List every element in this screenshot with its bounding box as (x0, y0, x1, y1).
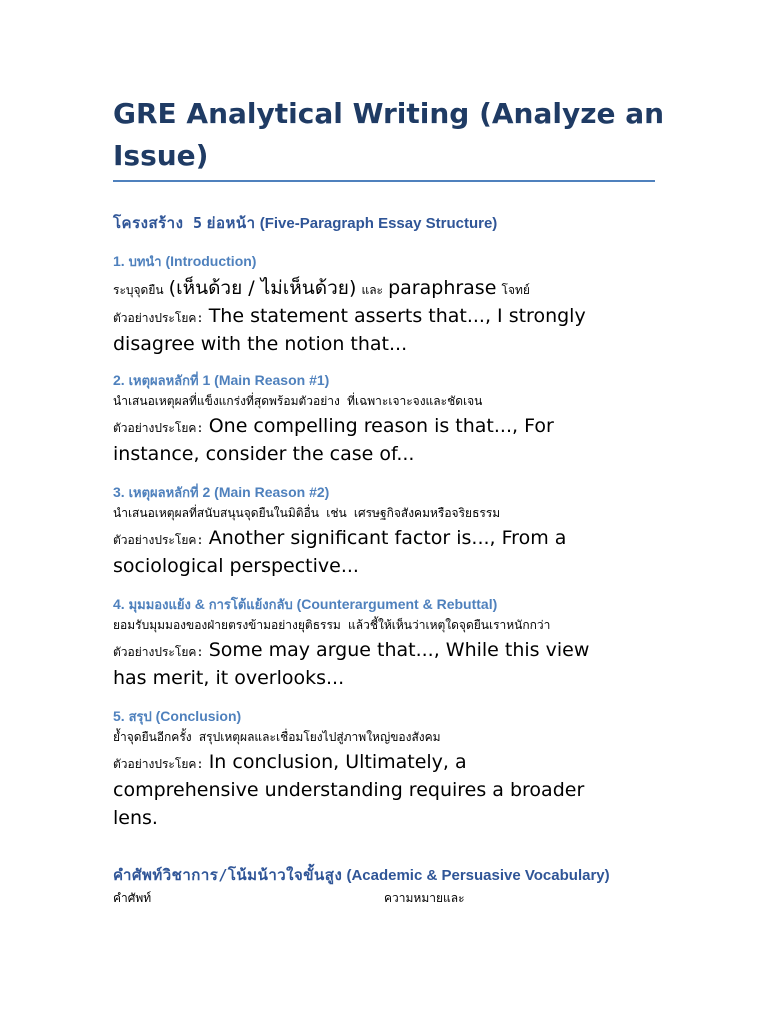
example-text: Some may argue that..., While this view (208, 639, 590, 661)
example-line (113, 524, 658, 552)
section-heading-english: (Academic & Persuasive Vocabulary) (346, 867, 610, 884)
example-text-continued: comprehensive understanding requires a broader (113, 779, 585, 801)
example-label: ตัวอย่างประโยค: (113, 533, 204, 547)
heading-thai-2: การโต้แย้งกลับ (208, 598, 293, 613)
heading-number: 4. (113, 596, 125, 612)
description-line (113, 274, 658, 302)
example-label: ตัวอย่างประโยค: (113, 645, 204, 659)
heading-thai: เหตุผลหลักที่ (128, 374, 199, 389)
example-line (113, 748, 658, 776)
example-text-continued: disagree with the notion that... (113, 333, 408, 355)
heading-number: 3. (113, 484, 125, 500)
title-line-1: GRE Analytical Writing (Analyze an (113, 97, 665, 130)
example-line (113, 302, 658, 330)
heading-english: (Main Reason #1) (214, 372, 330, 388)
paragraph-heading-main-reason-1 (113, 370, 658, 392)
example-text: The statement asserts that..., I strongly (208, 305, 586, 327)
desc-part: (เห็นด้วย / ไม่เห็นด้วย) (168, 277, 357, 299)
section-heading-thai-2: ย่อหน้า (206, 214, 256, 232)
example-text-continued: has merit, it overlooks... (113, 667, 345, 689)
example-line (113, 636, 658, 664)
example-line (113, 412, 658, 440)
example-text-continued: sociological perspective... (113, 555, 359, 577)
heading-number: 2. (113, 372, 125, 388)
heading-english: (Main Reason #2) (214, 484, 330, 500)
example-text: In conclusion, Ultimately, a (208, 751, 467, 773)
example-label: ตัวอย่างประโยค: (113, 311, 204, 325)
section-heading-thai: โครงสร้าง 5 (113, 214, 203, 232)
paragraph-body-main-reason-2 (113, 502, 658, 580)
example-text-continued-2: lens. (113, 807, 158, 829)
description-line: ย้ำจุดยืนอีกครั้ง สรุปเหตุผลและเชื่อมโยงไปสู่ภาพใหญ่ของสังคม (113, 730, 441, 744)
desc-part: โจทย์ (501, 283, 530, 297)
heading-english: (Conclusion) (155, 708, 242, 724)
paragraph-body-conclusion (113, 726, 658, 832)
paragraph-heading-main-reason-2 (113, 482, 658, 504)
section-heading-english: (Five-Paragraph Essay Structure) (259, 215, 498, 232)
desc-part: ระบุจุดยืน (113, 283, 164, 297)
heading-english: (Counterargument & Rebuttal) (296, 596, 498, 612)
description-line: นำเสนอเหตุผลที่สนับสนุนจุดยืนในมิติอื่น เช่น เศรษฐกิจสังคมหรือจริยธรรม (113, 506, 501, 520)
title-underline (113, 180, 655, 182)
example-label: ตัวอย่างประโยค: (113, 757, 204, 771)
heading-thai: มุมมองแย้ง (128, 598, 191, 613)
paragraph-heading-counterargument (113, 594, 658, 616)
paragraph-body-counterargument (113, 614, 658, 692)
description-line: ยอมรับมุมมองของฝ่ายตรงข้ามอย่างยุติธรรม แล้วชี้ให้เห็นว่าเหตุใดจุดยืนเราหนักกว่า (113, 618, 551, 632)
heading-number-2: 2 (202, 484, 211, 500)
section-heading-vocabulary (113, 864, 658, 887)
example-text: Another significant factor is..., From a (208, 527, 567, 549)
vocabulary-column-word: คำศัพท์ (113, 891, 152, 905)
desc-part: และ (361, 283, 383, 297)
example-text: One compelling reason is that..., For (208, 415, 554, 437)
paragraph-heading-introduction (113, 251, 658, 273)
section-heading-structure (113, 212, 658, 235)
paragraph-heading-conclusion (113, 706, 658, 728)
paragraph-body-main-reason-1 (113, 390, 658, 468)
heading-thai: เหตุผลหลักที่ (128, 486, 199, 501)
title-line-2: Issue) (113, 139, 209, 172)
document-title (113, 93, 665, 177)
desc-part: paraphrase (388, 277, 497, 299)
heading-number-2: 1 (202, 372, 211, 388)
example-label: ตัวอย่างประโยค: (113, 421, 204, 435)
heading-thai: สรุป (128, 710, 152, 725)
vocabulary-table-header (113, 888, 658, 908)
heading-english: (Introduction) (165, 253, 257, 269)
vocabulary-column-meaning: ความหมายและ (384, 891, 465, 905)
heading-number: 1. (113, 253, 125, 269)
example-text-continued: instance, consider the case of... (113, 443, 415, 465)
heading-number: 5. (113, 708, 125, 724)
heading-ampersand: & (194, 596, 205, 612)
section-heading-thai: คำศัพท์วิชาการ/โน้มน้าวใจขั้นสูง (113, 866, 343, 884)
paragraph-body-introduction (113, 274, 658, 358)
description-line: นำเสนอเหตุผลที่แข็งแกร่งที่สุดพร้อมตัวอย่าง ที่เฉพาะเจาะจงและชัดเจน (113, 394, 483, 408)
heading-thai: บทนำ (128, 255, 162, 270)
